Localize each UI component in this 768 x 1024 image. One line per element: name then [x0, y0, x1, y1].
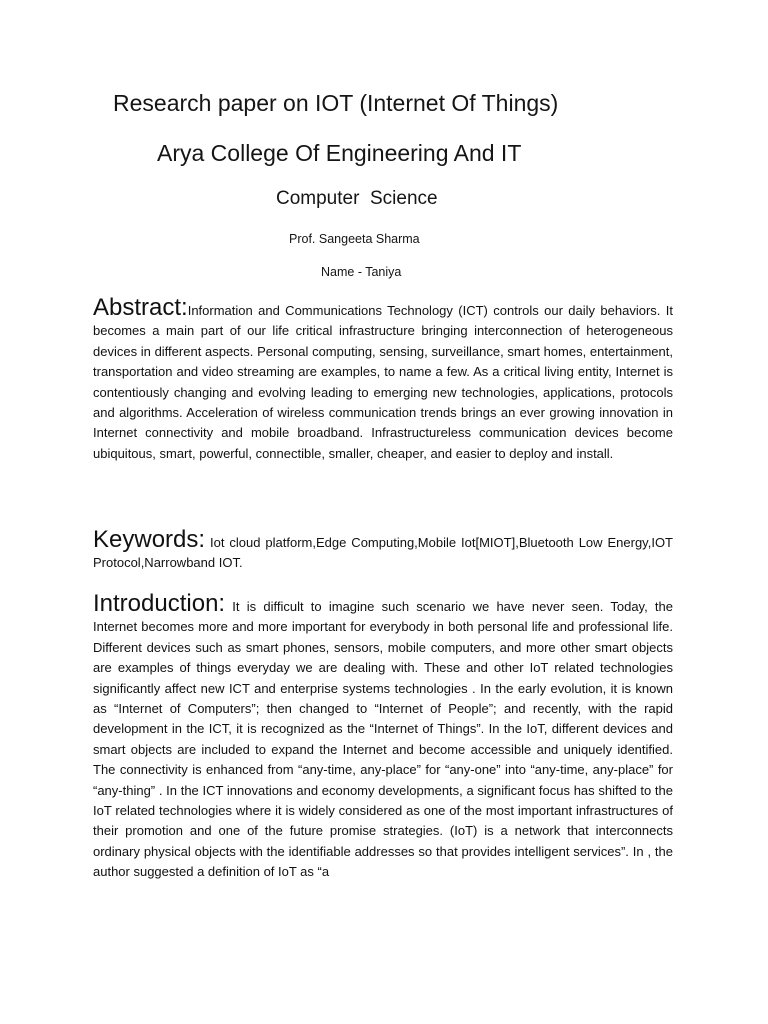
keywords-section — [93, 526, 673, 574]
college-name: Arya College Of Engineering And IT — [157, 140, 522, 166]
paper-title: Research paper on IOT (Internet Of Things) — [113, 90, 559, 116]
introduction-text: It is difficult to imagine such scenario we have never seen. Today, the Internet becomes more and more important for everybody in both personal life and professional life. Different devices such as smart phones, sensors, mobile computers, and more other smart objects are examples of things everyday we are dealing with. These and other IoT related technologies significantly affect new ICT and enterprise systems technologies . In the early evolution, it is known as “Internet of Computers”; then changed to “Internet of People”; and recently, with the rapid development in the ICT, it is recognized as the “Internet of Things”. In the IoT, different devices and smart objects are included to expand the Internet and become accessible and uniquely identified. The connectivity is enhanced from “any-time, any-place” for “any-one” into “any-time, any-place” for “any-thing” . In the ICT innovations and economy developments, a significant focus has shifted to the IoT related technologies where it is widely considered as one of the most important infrastructures of their promotion and one of the future promise strategies. (IoT) is a network that interconnects ordinary physical objects with the identifiable addresses so that provides intelligent services”. In , the author suggested a definition of IoT as “a — [93, 599, 673, 880]
author-name: Name - Taniya — [321, 265, 402, 279]
professor-name: Prof. Sangeeta Sharma — [289, 232, 420, 246]
introduction-heading: Introduction: — [93, 590, 226, 617]
keywords-text: Iot cloud platform,Edge Computing,Mobile Iot[MIOT],Bluetooth Low Energy,IOT Protocol,Narrowband IOT. — [93, 535, 673, 571]
abstract-text: Information and Communications Technology (ICT) controls our daily behaviors. It becomes a main part of our life critical infrastructure bringing interconnection of heterogeneous devices in different aspects. Personal computing, sensing, surveillance, smart homes, entertainment, transportation and video streaming are examples, to name a few. As a critical living entity, Internet is contentiously changing and evolving leading to emerging new technologies, applications, protocols and algorithms. Acceleration of wireless communication trends brings an ever growing innovation in Internet connectivity and mobile broadband. Infrastructureless communication devices become ubiquitous, smart, powerful, connectible, smaller, cheaper, and easier to deploy and install. — [93, 303, 673, 461]
introduction-section — [93, 590, 673, 883]
abstract-heading: Abstract: — [93, 294, 188, 321]
abstract-section — [93, 294, 673, 464]
department-name: Computer Science — [276, 188, 438, 209]
keywords-heading: Keywords: — [93, 526, 206, 553]
